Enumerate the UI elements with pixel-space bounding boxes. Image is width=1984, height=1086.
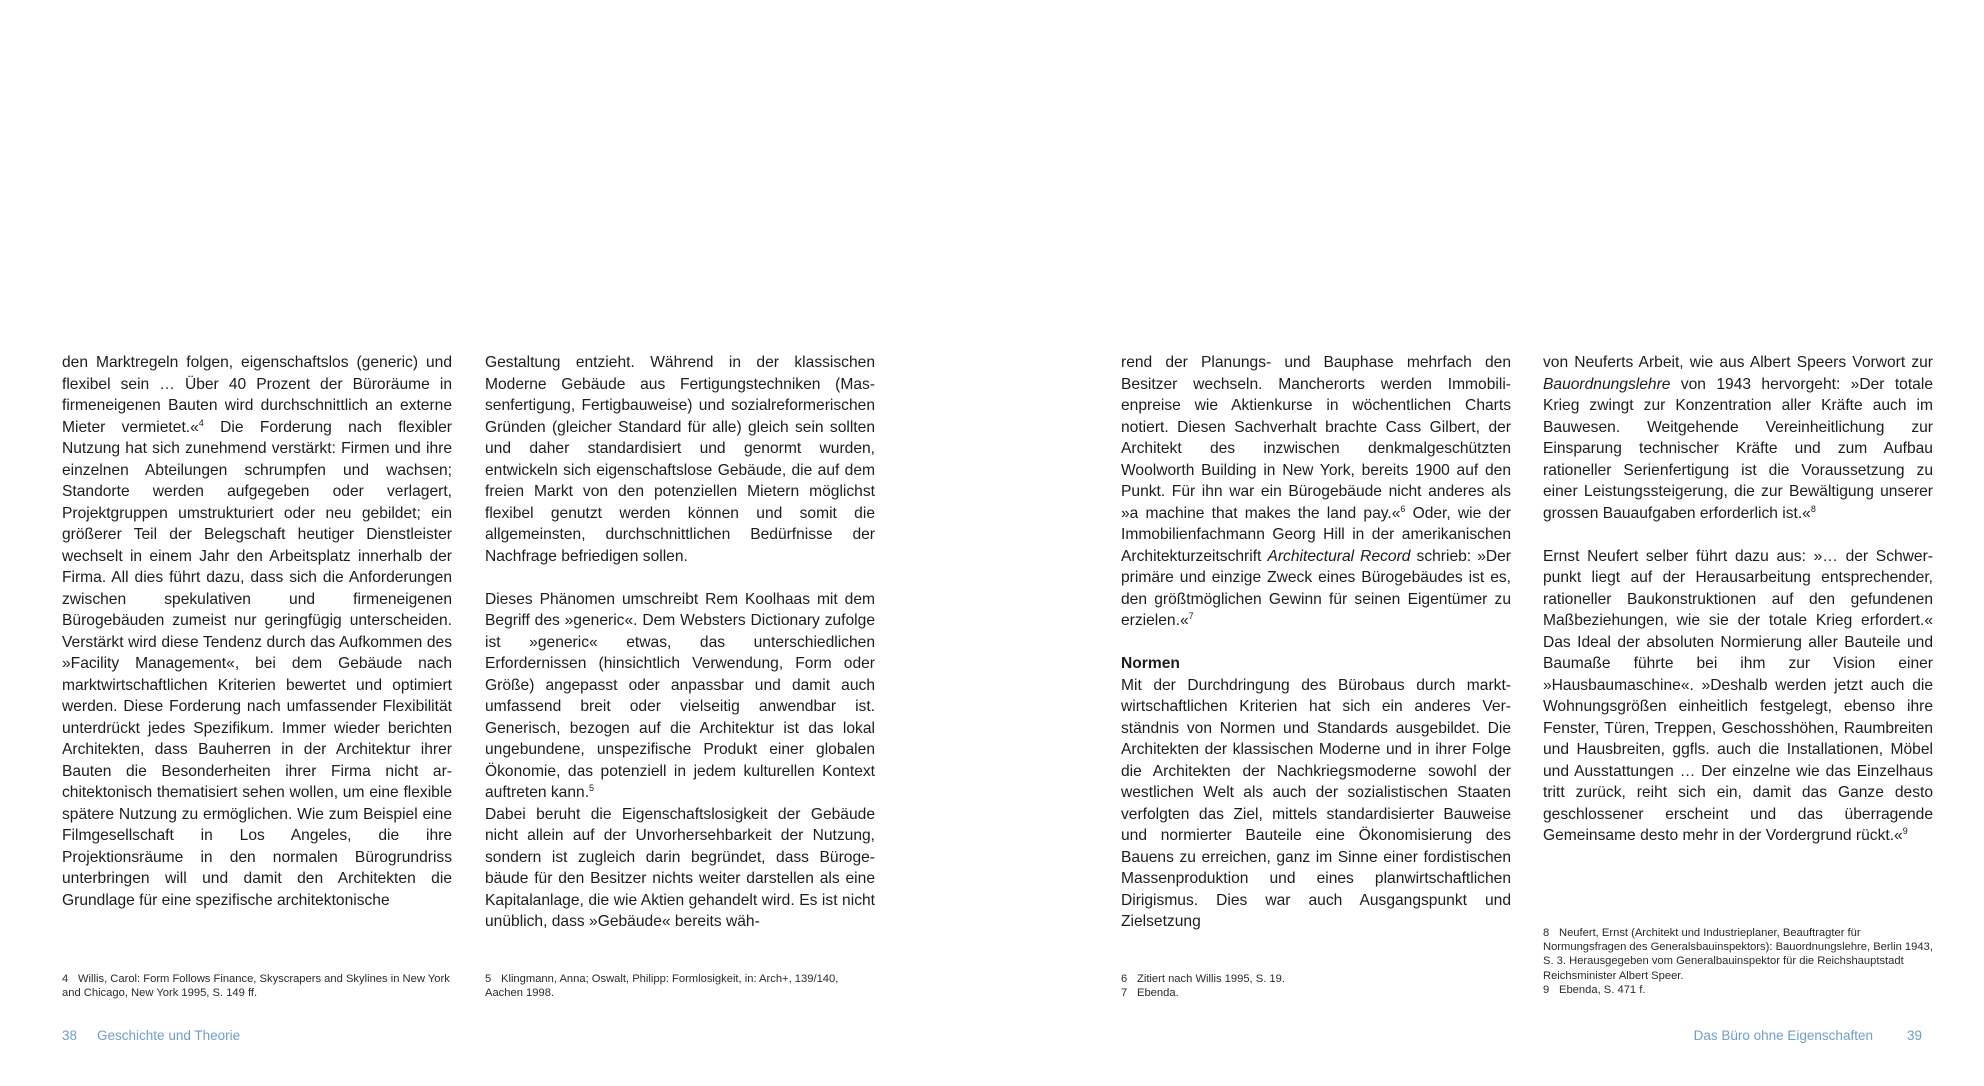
right-column-1 (1121, 352, 1511, 933)
paragraph: Ernst Neufert selber führt dazu aus: »… der Schwerpunkt liegt auf der Herausarbeitung entsprechender, rationeller Baukonstruktionen auf den gefundenen Maßbeziehungen, wie sie der totale Krieg erfordert.« Das Ideal der absoluten Normierung aller Bauteile und Baumaße führte bei ihm zur Vision einer »Hausbaumaschine«. »Deshalb werden jetzt auch die Wohnungsgrößen einheitlich festgelegt, ebenso ihre Fenster, Türen, Treppen, Geschosshöhen, Raumbreiten und Hausbreiten, ggfls. auch die Installationen, Möbel und Ausstattungen … Der einzelne wie das Einzelhaus tritt zurück, reiht sich ein, damit das Ganze desto geschlossener erscheint und das überragende Gemeinsame desto mehr in der Vordergrund rückt.«$^9$ (1543, 547, 1933, 844)
footnotes-right-2 (1543, 926, 1933, 997)
footnote-ref[interactable]: 7 (1188, 611, 1194, 621)
page-number: 38 (62, 1028, 78, 1043)
paragraph: Dabei beruht die Eigenschaftslosigkeit der Gebäude nicht allein auf der Unvorhersehbarkeit der Nutzung, sondern ist zugleich darin begründet, dass Bürogebäude für den Besitzer nichts weiter darstellen als eine Kapitalanlage, die wie Aktien gehandelt wird. Es ist nicht unüblich, dass »Gebäude« bereits wäh- (485, 805, 875, 930)
footnotes-left-1 (62, 972, 452, 1000)
right-column-2 (1543, 352, 1933, 847)
page-footer-right (1694, 1028, 1922, 1043)
footnotes-left-2 (485, 972, 875, 1000)
left-column-1 (62, 352, 452, 911)
page-footer-left (62, 1028, 240, 1043)
footnote: 8 Neufert, Ernst (Architekt und Industrieplaner, Beauftragter für Normungsfragen des Generalsbauinspektors): Bauordnungslehre, Berlin 1943, S. 3. Herausgegeben vom Generalbauinspektor für die Reichshauptstadt Reichsminister Albert Speer. (1543, 927, 1933, 982)
footnotes-right-1 (1121, 972, 1511, 1000)
footnote-ref[interactable]: 6 (1400, 503, 1406, 514)
running-head: Geschichte und Theorie (97, 1028, 241, 1043)
paragraph: Mit der Durchdringung des Bürobaus durch marktwirtschaftlichen Kriterien hat sich ein anderes Verständnis von Normen und Standards ausgebildet. Die Architekten der klassischen Moderne und in ihrer Folge die Architekten der Nachkriegsmoderne sowohl der westlichen Welt als auch der sozialistischen Staaten verfolgten das Ziel, mittels standardisierter Bauweise und normierter Bauteile eine Ökonomisierung des Bauens zu erreichen, ganz im Sinne einer fordistischen Massenproduktion und eines planwirtschaftlichen Dirigismus. Dies war auch Ausgangspunkt und Zielsetzung (1121, 676, 1511, 930)
paragraph: von Neuferts Arbeit, wie aus Albert Speers Vorwort zur Bauordnungslehre von 1943 hervorgeht: »Der totale Krieg zwingt zur Konzentration aller Kräfte auch im Bauwesen. Weitgehende Vereinheitlichung zur Einsparung technischer Kräfte und zum Aufbau rationeller Serienfertigung ist die Voraussetzung zu einer Leistungssteigerung, die zur Bewältigung unserer grossen Bauaufgaben erforderlich ist.«$^8$ (1543, 354, 1933, 522)
footnote: 4 Willis, Carol: Form Follows Finance, Skyscrapers and Skylines in New York and Chicago, New York 1995, S. 149 ff. (62, 973, 450, 1000)
left-column-2 (485, 352, 875, 933)
footnote-ref[interactable]: 5 (589, 783, 595, 793)
footnote: 6 Zitiert nach Willis 1995, S. 19. (1121, 973, 1285, 985)
footnote-ref[interactable]: 4 (198, 417, 204, 428)
footnote: 5 Klingmann, Anna; Oswalt, Philipp: Formlosigkeit, in: Arch+, 139/140, Aachen 1998. (485, 973, 839, 1000)
running-head: Das Büro ohne Eigenschaften (1693, 1028, 1873, 1043)
right-page (992, 0, 1984, 1086)
section-heading: Normen (1121, 655, 1180, 672)
footnote: 7 Ebenda. (1121, 987, 1179, 1000)
footnote-ref[interactable]: 8 (1810, 503, 1816, 514)
paragraph: Gestaltung entzieht. Während in der klassischen Moderne Gebäude aus Fertigungstechniken (Massenfertigung, Fertigbauweise) und sozialreformerischen Gründen (gleicher Standard für alle) gleich sein sollten und daher standardisiert und genormt wurden, entwickeln sich eigenschaftslose Gebäude, die auf dem freien Markt von den potenziellen Mietern möglichst flexibel genutzt werden können und somit die allgemeinsten, durchschnittlichen Bedürfnisse der Nachfrage befriedigen sollen. (485, 354, 875, 565)
footnote-ref[interactable]: 9 (1902, 826, 1908, 836)
paragraph: Dieses Phänomen umschreibt Rem Koolhaas mit dem Begriff des »generic«. Dem Websters Dictionary zufolge ist »generic« etwas, das unterschiedlichen Erfordernissen (hinsichtlich Verwendung, Form oder Größe) angepasst oder anpassbar und damit auch umfassend breit oder vielseitig anwendbar ist. Generisch, bezogen auf die Architektur ist das lokal ungebundene, unspezifische Produkt einer globalen Ökonomie, das potenziell in jedem kulturellen Kontext auftreten kann.$^5$ (485, 590, 875, 801)
page-number: 39 (1906, 1028, 1922, 1043)
paragraph: rend der Planungs- und Bauphase mehrfach den Besitzer wechseln. Mancherorts werden Immobilienpreise wie Aktienkurse in wöchentlichen Charts notiert. Diesen Sachverhalt brachte Cass Gilbert, der Architekt des inzwischen denkmalgeschützten Woolworth Building in New York, bereits 1900 auf den Punkt. Für ihn war ein Bürogebäude nicht anderes als »a machine that makes the land pay.«$^6$ Oder, wie der Immobilienfachmann Georg Hill in der amerikanischen Architekturzeitschrift Architectural Record schrieb: »Der primäre und einzige Zweck eines Bürogebäudes ist es, den größtmöglichen Gewinn für seinen Eigentümer zu erzielen.«$^7$ (1121, 354, 1511, 629)
footnote: 9 Ebenda, S. 471 f. (1543, 983, 1646, 996)
paragraph: den Marktregeln folgen, eigenschaftslos (generic) und flexibel sein … Über 40 Prozent der Büroräume in firmeneigenen Bauten wird durchschnittlich an externe Mieter vermietet.«$^4$ Die Forderung nach flexibler Nutzung hat sich zunehmend verstärkt: Firmen und ihre einzelnen Abteilungen schrumpfen und wachsen; Standorte werden aufgegeben oder verlagert, Projektgruppen umstrukturiert oder neu gebildet; ein größerer Teil der Belegschaft heutiger Dienstleister wechselt in einem Jahr den Arbeitsplatz innerhalb der Firma. All dies führt dazu, dass sich die Anforderungen zwischen spekulativen und firmeneigenen Bürogebäuden zumeist nur geringfügig unterscheiden. Verstärkt wird diese Tendenz durch das Aufkommen des »Facility Management«, bei dem Gebäude nach marktwirtschaftlichen Kriterien bewertet und optimiert werden. Diese Forderung nach umfassender Flexibilität unterdrückt jedes Spezifikum. Immer wieder berichten Architekten, dass Bauherren in der Architektur ihrer Bauten die Besonderheiten ihrer Firma nicht architektonisch thematisiert sehen wollen, um eine flexible spätere Nutzung zu ermöglichen. Wie zum Beispiel eine Filmgesellschaft in Los Angeles, die ihre Projektionsräume in den normalen Bürogrundriss unterbringen will und damit den Architekten die Grundlage für eine spezifische architektonische (62, 354, 452, 909)
